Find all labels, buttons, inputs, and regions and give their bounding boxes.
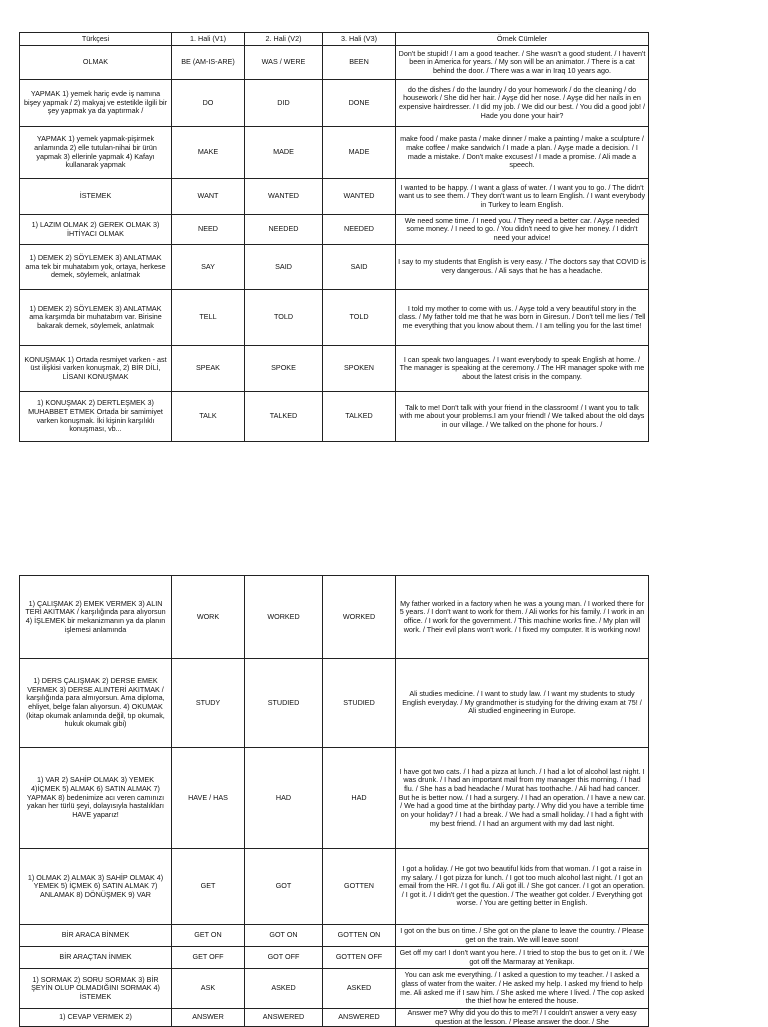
- example-sentences-cell: do the dishes / do the laundry / do your homework / do the cleaning / do housework / She did her hair. / Ayşe did her nose. / Ayşe did her nails in en expensive hairdresser. / I did my job. / We did our best. / You did a good job! / Hade you done your hair?: [396, 80, 649, 127]
- example-sentences-cell: make food / make pasta / make dinner / make a painting / make a sculpture / make coffee / make sandwich / I made a plan. / Ayşe made a decision. / I made a mistake. / Don't make excuses! / I made a promise. / Ali made a speech.: [396, 127, 649, 179]
- v3-cell: HAD: [323, 748, 396, 849]
- turkish-meaning-cell: YAPMAK 1) yemek hariç evde iş namına bişey yapmak / 2) makyaj ve estetikle ilgili bir şey yapmak ya da yaptırmak /: [20, 80, 172, 127]
- table-row: [20, 346, 649, 392]
- table-row: [20, 659, 649, 748]
- v3-cell: DONE: [323, 80, 396, 127]
- verb-table-top: [19, 32, 649, 442]
- v2-cell: SPOKE: [245, 346, 323, 392]
- turkish-meaning-cell: 1) SORMAK 2) SORU SORMAK 3) BİR ŞEYİN OLUP OLMADIĞINI SORMAK 4) İSTEMEK: [20, 969, 172, 1009]
- header-v3: 3. Hali (V3): [323, 33, 396, 46]
- example-sentences-cell: I have got two cats. / I had a pizza at lunch. / I had a lot of alcohol last night. I was drunk. / I had an important mail from my manager this morning. / I had flu. / She has a bad headache / Murat has toothache. / Ali had had cancer. But he is better now. / I had a surgery. / I had an operation. / I have a new car. / We had a good time at the birthday party. / Why did you have a terrible time on your holiday? / I had a break. / We had a small holiday. / I had a fight with my best friend. / I had an argument with my dad last night.: [396, 748, 649, 849]
- turkish-meaning-cell: 1) VAR 2) SAHİP OLMAK 3) YEMEK 4)İÇMEK 5) ALMAK 6) SATIN ALMAK 7) YAPMAK 8) bedenimize acı veren camınızı yakan her türlü şeyi, dolayısıyla hastalıkları HAVE yaparız!: [20, 748, 172, 849]
- turkish-meaning-cell: 1) KONUŞMAK 2) DERTLEŞMEK 3) MUHABBET ETMEK Ortada bir samimiyet varken konuşmak. İki kişinin karşılıklı konuşması, vb...: [20, 392, 172, 442]
- table-row: [20, 947, 649, 969]
- v2-cell: MADE: [245, 127, 323, 179]
- turkish-meaning-cell: OLMAK: [20, 46, 172, 80]
- v1-cell: SAY: [172, 245, 245, 290]
- table-row: [20, 925, 649, 947]
- v3-cell: GOTTEN: [323, 849, 396, 925]
- example-sentences-cell: Ali studies medicine. / I want to study law. / I want my students to study English everyday. / My grandmother is studying for the driving exam at 75! / Ali studied engineering in Europe.: [396, 659, 649, 748]
- v2-cell: TALKED: [245, 392, 323, 442]
- table-row: [20, 969, 649, 1009]
- v1-cell: GET: [172, 849, 245, 925]
- v2-cell: GOT OFF: [245, 947, 323, 969]
- v1-cell: HAVE / HAS: [172, 748, 245, 849]
- table-row: [20, 46, 649, 80]
- v1-cell: TELL: [172, 290, 245, 346]
- v2-cell: WORKED: [245, 576, 323, 659]
- turkish-meaning-cell: KONUŞMAK 1) Ortada resmiyet varken - ast üst ilişkisi varken konuşmak, 2) BİR DİLİ, LİSANI KONUŞMAK: [20, 346, 172, 392]
- v1-cell: GET OFF: [172, 947, 245, 969]
- example-sentences-cell: I got a holiday. / He got two beautiful kids from that woman. / I got a raise in my salary. / I got pizza for lunch. / I got too much alcohol last night. / I got an email from the HR. / I got flu. / Ali got ill. / She got cancer. / I got an operation. / I got it. / I didn't get the question. / The weather got colder. / Everything got worse. / You are getting better in English.: [396, 849, 649, 925]
- example-sentences-cell: Talk to me! Don't talk with your friend in the classroom! / I want you to talk with me about your problems.I am your friend! / We talked about the old days in our village. / We talked on the phone for hours. /: [396, 392, 649, 442]
- v2-cell: GOT ON: [245, 925, 323, 947]
- turkish-meaning-cell: 1) LAZIM OLMAK 2) GEREK OLMAK 3) İHTİYACI OLMAK: [20, 215, 172, 245]
- header-examples: Örnek Cümleler: [396, 33, 649, 46]
- header-v1: 1. Hali (V1): [172, 33, 245, 46]
- turkish-meaning-cell: BİR ARACA BİNMEK: [20, 925, 172, 947]
- v3-cell: GOTTEN ON: [323, 925, 396, 947]
- verb-table-bottom: [19, 575, 649, 1027]
- table-row: [20, 1009, 649, 1027]
- v1-cell: DO: [172, 80, 245, 127]
- v1-cell: SPEAK: [172, 346, 245, 392]
- v3-cell: SPOKEN: [323, 346, 396, 392]
- table-row: [20, 80, 649, 127]
- turkish-meaning-cell: İSTEMEK: [20, 179, 172, 215]
- v2-cell: HAD: [245, 748, 323, 849]
- example-sentences-cell: I say to my students that English is very easy. / The doctors say that COVID is very dangerous. / Ali says that he has a headache.: [396, 245, 649, 290]
- v1-cell: NEED: [172, 215, 245, 245]
- turkish-meaning-cell: YAPMAK 1) yemek yapmak-pişirmek anlamında 2) elle tutulan-nihai bir ürün yapmak 3) ellerinle yapmak 4) Kafayı kullanarak yapmak: [20, 127, 172, 179]
- example-sentences-cell: I told my mother to come with us. / Ayşe told a very beautiful story in the class. / My father told me that he was born in Giresun. / Don't tell me lies / Tell me everything that you know about them. / I am telling you for the last time!: [396, 290, 649, 346]
- header-turkish: Türkçesi: [20, 33, 172, 46]
- v3-cell: NEEDED: [323, 215, 396, 245]
- table-row: [20, 392, 649, 442]
- example-sentences-cell: Get off my car! I don't want you here. / I tried to stop the bus to get on it. / We got off the Marmaray at Yenikapı.: [396, 947, 649, 969]
- v2-cell: TOLD: [245, 290, 323, 346]
- v2-cell: STUDIED: [245, 659, 323, 748]
- v2-cell: ASKED: [245, 969, 323, 1009]
- v3-cell: MADE: [323, 127, 396, 179]
- turkish-meaning-cell: 1) OLMAK 2) ALMAK 3) SAHİP OLMAK 4) YEMEK 5) İÇMEK 6) SATIN ALMAK 7) ANLAMAK 8) DÖNÜŞMEK 9) VAR: [20, 849, 172, 925]
- table-row: [20, 245, 649, 290]
- table-row: [20, 179, 649, 215]
- example-sentences-cell: I can speak two languages. / I want everybody to speak English at home. / The manager is speaking at the ceremony. / The HR manager spoke with me about the latest crisis in the company.: [396, 346, 649, 392]
- example-sentences-cell: We need some time. / I need you. / They need a better car. / Ayşe needed some money. / I need to go. / You didn't need to give her money. / I didn't need your advice!: [396, 215, 649, 245]
- v2-cell: SAID: [245, 245, 323, 290]
- v2-cell: ANSWERED: [245, 1009, 323, 1027]
- example-sentences-cell: I wanted to be happy. / I want a glass of water. / I want you to go. / The didn't want us to see them. / They don't want us to learn English. / I want everybody in Turkey to learn English.: [396, 179, 649, 215]
- v3-cell: WORKED: [323, 576, 396, 659]
- v2-cell: WANTED: [245, 179, 323, 215]
- v3-cell: TALKED: [323, 392, 396, 442]
- v3-cell: GOTTEN OFF: [323, 947, 396, 969]
- example-sentences-cell: I got on the bus on time. / She got on the plane to leave the country. / Please get on the train. We will leave soon!: [396, 925, 649, 947]
- table-row: [20, 576, 649, 659]
- turkish-meaning-cell: BİR ARAÇTAN İNMEK: [20, 947, 172, 969]
- v1-cell: WORK: [172, 576, 245, 659]
- v2-cell: DID: [245, 80, 323, 127]
- v3-cell: BEEN: [323, 46, 396, 80]
- v3-cell: SAID: [323, 245, 396, 290]
- table-row: [20, 127, 649, 179]
- table-row: [20, 290, 649, 346]
- header-row: [20, 33, 649, 46]
- v1-cell: BE (AM-IS-ARE): [172, 46, 245, 80]
- header-v2: 2. Hali (V2): [245, 33, 323, 46]
- example-sentences-cell: You can ask me everything. / I asked a question to my teacher. / I asked a glass of water from the waiter. / He asked my help. I asked my friend to help me. Ali asked me if I saw him. / She asked me where I lived. / The cop asked the thief how he entered the house.: [396, 969, 649, 1009]
- v2-cell: GOT: [245, 849, 323, 925]
- v1-cell: ASK: [172, 969, 245, 1009]
- v1-cell: TALK: [172, 392, 245, 442]
- v1-cell: GET ON: [172, 925, 245, 947]
- v3-cell: WANTED: [323, 179, 396, 215]
- v2-cell: WAS / WERE: [245, 46, 323, 80]
- v1-cell: STUDY: [172, 659, 245, 748]
- v2-cell: NEEDED: [245, 215, 323, 245]
- turkish-meaning-cell: 1) DERS ÇALIŞMAK 2) DERSE EMEK VERMEK 3) DERSE ALINTERİ AKITMAK / karşılığında para almıyorsun. Ama diploma, ehliyet, belge falan alıyorsun. 4) OKUMAK (kitap okumak anlamında değil, tıp okumak, hukuk okumak gibi): [20, 659, 172, 748]
- v3-cell: STUDIED: [323, 659, 396, 748]
- v3-cell: TOLD: [323, 290, 396, 346]
- turkish-meaning-cell: 1) ÇALIŞMAK 2) EMEK VERMEK 3) ALIN TERİ AKITMAK / karşılığında para alıyorsun 4) İŞLEMEK bir mekanizmanın ya da planın işlemesi anlamında: [20, 576, 172, 659]
- table-row: [20, 748, 649, 849]
- example-sentences-cell: Answer me? Why did you do this to me?! / I couldn't answer a very easy question at the lesson. / Please answer the door. / She: [396, 1009, 649, 1027]
- turkish-meaning-cell: 1) CEVAP VERMEK 2): [20, 1009, 172, 1027]
- v3-cell: ASKED: [323, 969, 396, 1009]
- v1-cell: WANT: [172, 179, 245, 215]
- example-sentences-cell: Don't be stupid! / I am a good teacher. / She wasn't a good student. / I haven't been in America for years. / My son will be an animator. / There is a cat behind the door. / There was a war in Iraq 10 years ago.: [396, 46, 649, 80]
- turkish-meaning-cell: 1) DEMEK 2) SÖYLEMEK 3) ANLATMAK ama karşımda bir muhatabım var. Birisine bakarak demek, söylemek, anlatmak: [20, 290, 172, 346]
- example-sentences-cell: My father worked in a factory when he was a young man. / I worked there for 5 years. / I don't want to work for them. / Ali works for his family. / I work in an office. / I work for the government. / This machine works fine. / My plan will work. / Their evil plans won't work. / I fixed my computer. It is working now!: [396, 576, 649, 659]
- table-row: [20, 849, 649, 925]
- v3-cell: ANSWERED: [323, 1009, 396, 1027]
- v1-cell: ANSWER: [172, 1009, 245, 1027]
- turkish-meaning-cell: 1) DEMEK 2) SÖYLEMEK 3) ANLATMAK ama tek bir muhatabım yok, ortaya, herkese demek, söylemek, anlatmak: [20, 245, 172, 290]
- table-row: [20, 215, 649, 245]
- v1-cell: MAKE: [172, 127, 245, 179]
